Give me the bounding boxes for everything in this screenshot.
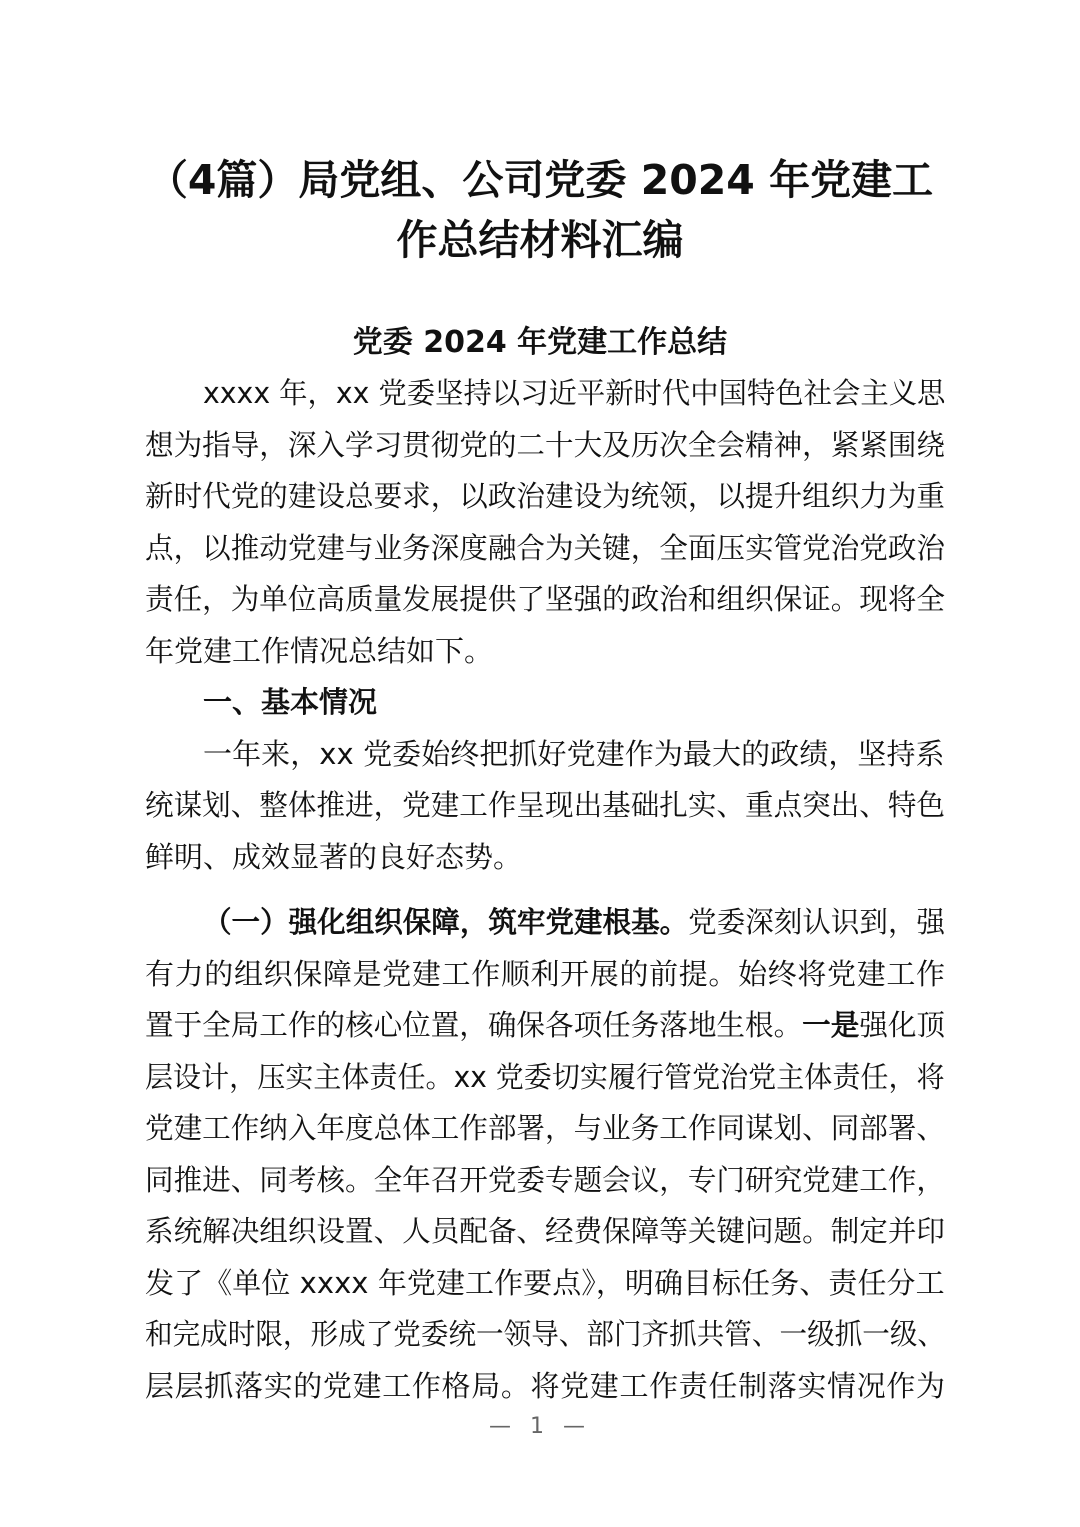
para2-bold-lead: （一）强化组织保障，筑牢党建根基。 <box>203 905 689 939</box>
para2-line-6: 同推进、同考核。全年召开党委专题会议，专门研究党建工作， <box>145 1162 946 1197</box>
para2-line-5: 党建工作纳入年度总体工作部署，与业务工作同谋划、同部署、 <box>145 1111 946 1145</box>
para2-line-9: 和完成时限，形成了党委统一领导、部门齐抓共管、一级抓一级、 <box>145 1317 946 1351</box>
intro-line-3: 新时代党的建设总要求，以政治建设为统领，以提升组织力为重 <box>145 479 946 513</box>
document-body <box>145 368 945 1412</box>
section-subtitle: 党委 2024 年党建工作总结 <box>352 325 728 360</box>
title-line-1: （4篇）局党组、公司党委 2024 年党建工 <box>146 156 934 204</box>
section-line-2: 统谋划、整体推进，党建工作呈现出基础扎实、重点突出、特色 <box>145 788 946 822</box>
section-heading: 一、基本情况 <box>203 685 378 719</box>
intro-line-4: 点，以推动党建与业务深度融合为关键，全面压实管党治党政治 <box>145 530 946 565</box>
para2-line-2: 有力的组织保障是党建工作顺利开展的前提。始终将党建工作 <box>145 956 946 991</box>
intro-line-1: xxxx 年，xx 党委坚持以习近平新时代中国特色社会主义思 <box>203 376 946 410</box>
para2-line-1 <box>145 897 945 949</box>
para2-line-10: 层层抓落实的党建工作格局。将党建工作责任制落实情况作为 <box>145 1368 946 1403</box>
page-number: — 1 — <box>489 1414 591 1439</box>
para2-line1-rest: 党委深刻认识到，强 <box>688 905 946 939</box>
title-line-2: 作总结材料汇编 <box>396 216 684 264</box>
para2-line-3: 置于全局工作的核心位置，确保各项任务落地生根。一是强化顶 <box>145 1000 945 1052</box>
section-line-3: 鲜明、成效显著的良好态势。 <box>145 839 523 874</box>
para2-line-7: 系统解决组织设置、人员配备、经费保障等关键问题。制定并印 <box>145 1214 946 1248</box>
intro-line-2: 想为指导，深入学习贯彻党的二十大及历次全会精神，紧紧围绕 <box>145 427 946 462</box>
intro-line-6: 年党建工作情况总结如下。 <box>145 633 494 668</box>
para2-line-8: 发了《单位 xxxx 年党建工作要点》，明确目标任务、责任分工 <box>145 1265 945 1300</box>
intro-line-5: 责任，为单位高质量发展提供了坚强的政治和组织保证。现将全 <box>145 582 946 616</box>
para2-point-one: 一是 <box>802 1008 860 1042</box>
para2-line-4: 层设计，压实主体责任。xx 党委切实履行管党治党主体责任，将 <box>145 1059 945 1094</box>
document-title <box>120 150 960 270</box>
section-line-1: 一年来，xx 党委始终把抓好党建作为最大的政绩，坚持系 <box>203 736 945 771</box>
